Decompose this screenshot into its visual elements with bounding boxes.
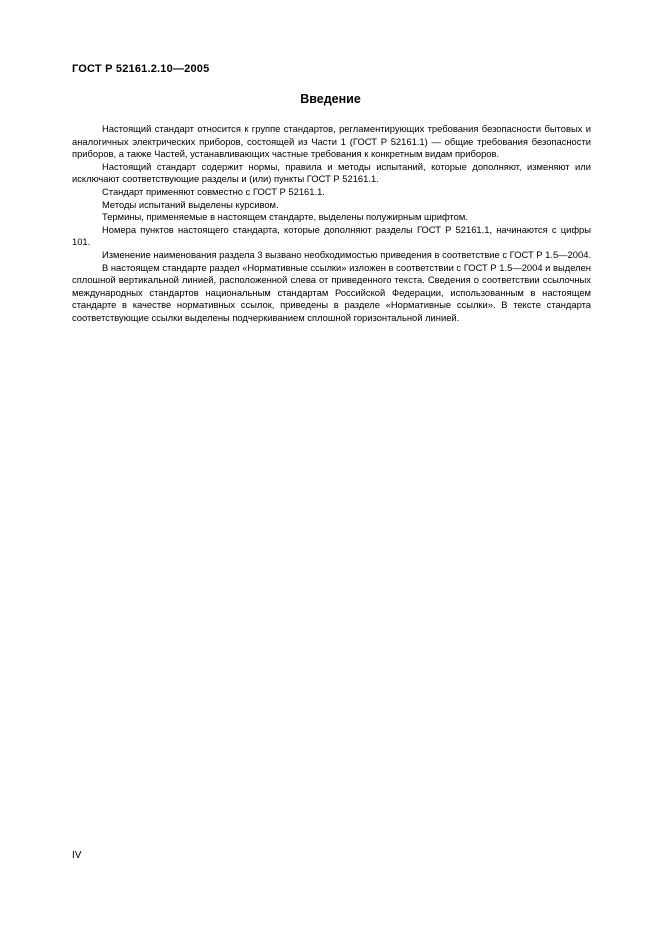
introduction-body (72, 123, 591, 325)
page-title: Введение (300, 92, 361, 106)
paragraph: В настоящем стандарте раздел «Нормативные ссылки» изложен в соответствии с ГОСТ Р 1.5—2004 и выделен сплошной вертикальной линией, расположенной слева от приведенного текста. Сведения о соответствии ссылочных международных стандартов национальным стандартам Российской Федерации, использованным в настоящем стандарте в качестве нормативных ссылок, приведены в разделе «Нормативные ссылки». В тексте стандарта соответствующие ссылки выделены подчеркиванием сплошной горизонтальной линией. (72, 261, 591, 323)
paragraph: Методы испытаний выделены курсивом. (102, 198, 279, 210)
paragraph: Изменение наименования раздела 3 вызвано необходимостью приведения в соответствие с ГОСТ Р 1.5—2004. (102, 248, 592, 260)
page-number: IV (72, 850, 82, 861)
page-header: ГОСТ Р 52161.2.10—2005 (72, 63, 210, 75)
paragraph: Стандарт применяют совместно с ГОСТ Р 52161.1. (102, 185, 325, 197)
paragraph: Настоящий стандарт относится к группе стандартов, регламентирующих требования безопасности бытовых и аналогичных электрических приборов, состоящей из Части 1 (ГОСТ Р 52161.1) — общие требования безопасности приборов, а также Частей, устанавливающих частные требования к конкретным видам приборов. (72, 123, 591, 160)
paragraph: Настоящий стандарт содержит нормы, правила и методы испытаний, которые дополняют, изменяют или исключают соответствующие разделы и (или) пункты ГОСТ Р 52161.1. (72, 160, 591, 185)
paragraph: Номера пунктов настоящего стандарта, которые дополняют разделы ГОСТ Р 52161.1, начинаются с цифры 101. (72, 223, 591, 248)
paragraph: Термины, применяемые в настоящем стандарте, выделены полужирным шрифтом. (102, 211, 468, 223)
